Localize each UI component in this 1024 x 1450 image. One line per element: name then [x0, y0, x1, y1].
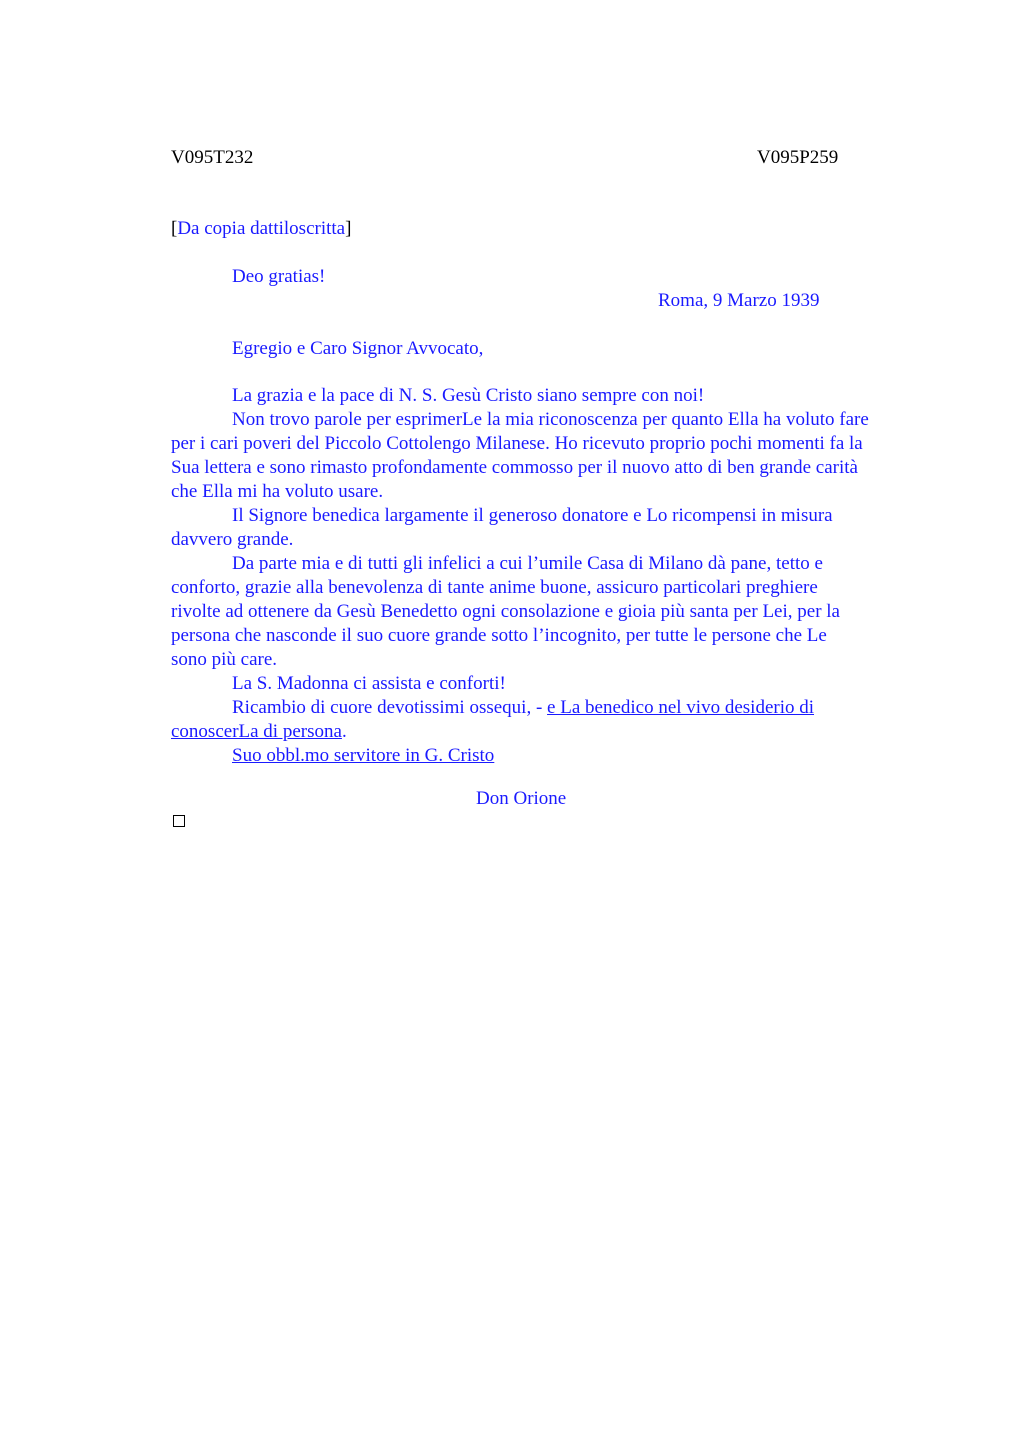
paragraph-2-line-3: Sua lettera e sono rimasto profondamente commosso per il nuovo atto di ben grande carità: [171, 457, 858, 478]
closing: Suo obbl.mo servitore in G. Cristo: [232, 745, 495, 766]
paragraph-4-line-5: sono più care.: [171, 649, 278, 670]
source-bracket-close: ]: [345, 218, 352, 239]
paragraph-6-line-2-end: .: [341, 721, 347, 742]
paragraph-4-line-3: rivolte ad ottenere da Gesù Benedetto ogni consolazione e gioia più santa per Lei, per la: [171, 601, 840, 622]
paragraph-2-line-1: Non trovo parole per esprimerLe la mia riconoscenza per quanto Ella ha voluto fare: [232, 409, 869, 430]
paragraph-6-line-2-underlined: conoscerLa di persona: [171, 721, 342, 742]
paragraph-4-line-4: persona che nasconde il suo cuore grande sotto l’incognito, per tutte le persone che Le: [171, 625, 827, 646]
paragraph-6-plain: Ricambio di cuore devotissimi ossequi, -: [232, 697, 548, 718]
source-bracket-open: [: [171, 218, 178, 239]
paragraph-2-line-4: che Ella mi ha voluto usare.: [171, 481, 384, 502]
paragraph-5: La S. Madonna ci assista e conforti!: [232, 673, 506, 694]
paragraph-6-line-2: [171, 720, 931, 744]
paragraph-1: La grazia e la pace di N. S. Gesù Cristo siano sempre con noi!: [232, 385, 705, 406]
place-date: Roma, 9 Marzo 1939: [658, 290, 820, 311]
paragraph-4-line-2: conforto, grazie alla benevolenza di tante anime buone, assicuro particolari preghiere: [171, 577, 818, 598]
paragraph-6-line-1: [171, 696, 931, 720]
closing-line: [171, 744, 931, 768]
document-code-right: V095P259: [757, 147, 839, 168]
document-code-left: V095T232: [171, 147, 254, 168]
paragraph-4-line-1: Da parte mia e di tutti gli infelici a cui l’umile Casa di Milano dà pane, tetto e: [232, 553, 823, 574]
salutation: Egregio e Caro Signor Avvocato,: [232, 338, 484, 359]
signature: Don Orione: [476, 788, 567, 809]
source-text: Da copia dattiloscritta: [177, 218, 346, 239]
paragraph-2-line-2: per i cari poveri del Piccolo Cottolengo Milanese. Ho ricevuto proprio pochi momenti fa la: [171, 433, 863, 454]
paragraph-3-line-2: davvero grande.: [171, 529, 294, 550]
source-note: [171, 217, 351, 241]
letter-opening: Deo gratias!: [232, 266, 326, 287]
paragraph-6-underlined: e La benedico nel vivo desiderio di: [547, 697, 815, 718]
end-marker-box-icon: [173, 815, 185, 827]
letter-body: [171, 384, 931, 768]
paragraph-3-line-1: Il Signore benedica largamente il generoso donatore e Lo ricompensi in misura: [232, 505, 833, 526]
